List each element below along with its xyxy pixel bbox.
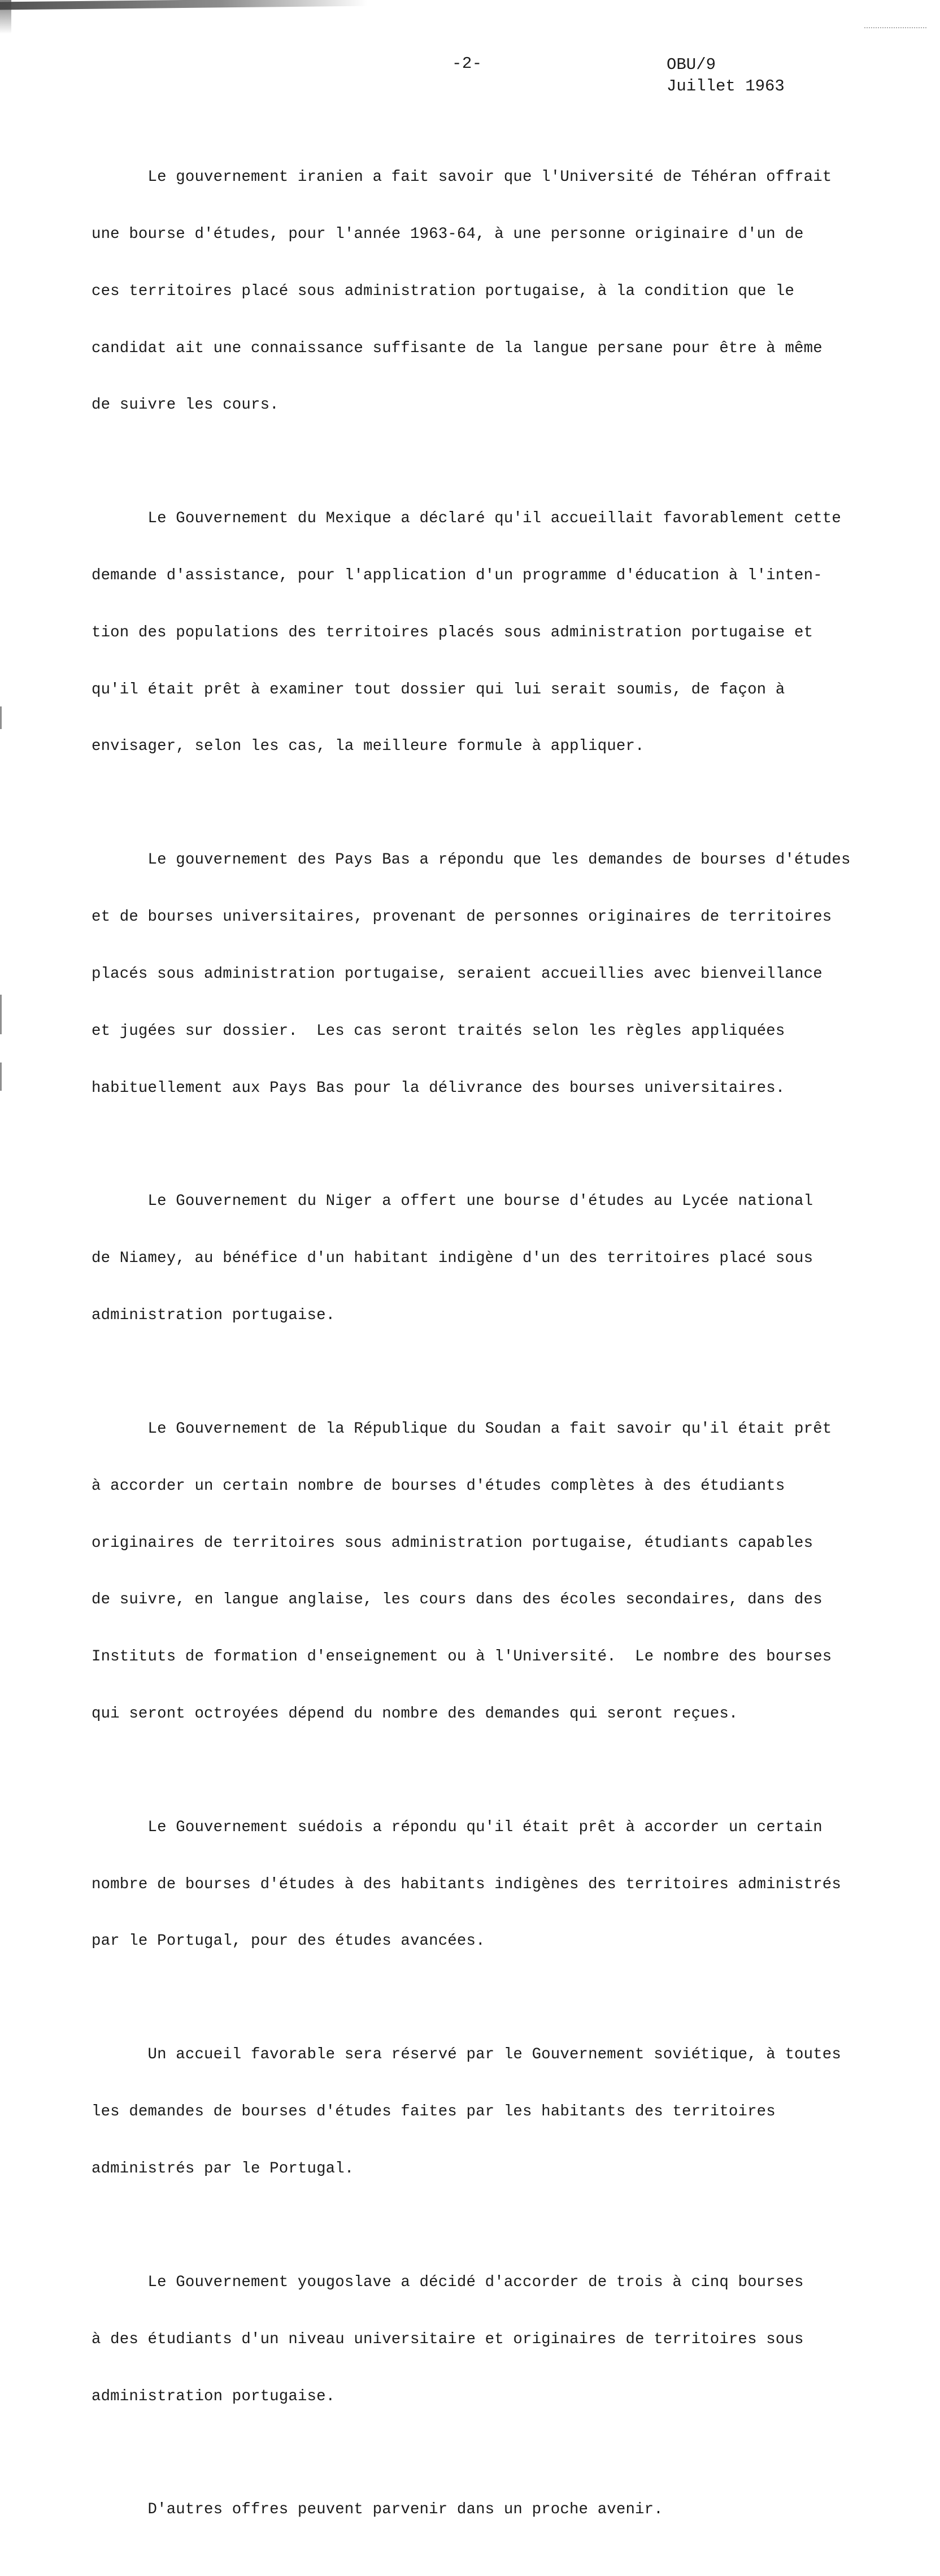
paragraph-iran (92, 130, 871, 453)
text-line: habituellement aux Pays Bas pour la délivrance des bourses universitaires. (92, 1079, 785, 1097)
page-number: -2- (452, 54, 482, 73)
text-line: qu'il était prêt à examiner tout dossier qui lui serait soumis, de façon à (92, 680, 785, 699)
text-line: D'autres offres peuvent parvenir dans un proche avenir. (92, 2501, 663, 2519)
text-line: à accorder un certain nombre de bourses d'études complètes à des étudiants (92, 1477, 785, 1495)
paragraph-closing (92, 2462, 871, 2557)
text-line: tion des populations des territoires placés sous administration portugaise et (92, 623, 813, 641)
text-line: Le Gouvernement suédois a répondu qu'il était prêt à accorder un certain (92, 1818, 822, 1836)
document-body (92, 130, 871, 2576)
text-line: administrés par le Portugal. (92, 2159, 354, 2178)
document-reference (667, 54, 785, 97)
text-line: nombre de bourses d'études à des habitants indigènes des territoires administrés (92, 1875, 841, 1893)
text-line: de suivre les cours. (92, 396, 279, 414)
text-line: à des étudiants d'un niveau universitaire et originaires de territoires sous (92, 2330, 804, 2348)
scan-artifact-edge (0, 1063, 2, 1091)
text-line: envisager, selon les cas, la meilleure formule à appliquer. (92, 738, 645, 756)
text-line: Le gouvernement des Pays Bas a répondu que les demandes de bourses d'études (92, 851, 851, 869)
text-line: candidat ait une connaissance suffisante de la langue persane pour être à même (92, 339, 822, 357)
paragraph-urss (92, 2007, 871, 2217)
reference-code: OBU/9 (667, 55, 716, 74)
text-line: qui seront octroyées dépend du nombre des demandes qui seront reçues. (92, 1705, 738, 1723)
text-line: et de bourses universitaires, provenant de personnes originaires de territoires (92, 908, 832, 926)
text-line: Le Gouvernement du Mexique a déclaré qu'il accueillait favorablement cette (92, 510, 841, 528)
text-line: administration portugaise. (92, 1307, 336, 1325)
text-line: de Niamey, au bénéfice d'un habitant indigène d'un des territoires placé sous (92, 1250, 813, 1268)
scan-artifact-edge (0, 706, 2, 729)
scan-artifact-corner (0, 0, 11, 34)
paragraph-pays-bas (92, 813, 871, 1135)
text-line: Un accueil favorable sera réservé par le Gouvernement soviétique, à toutes (92, 2046, 841, 2064)
text-line: placés sous administration portugaise, seraient accueillies avec bienveillance (92, 965, 822, 983)
scan-artifact-right (864, 27, 926, 33)
text-line: demande d'assistance, pour l'application d'un programme d'éducation à l'inten- (92, 567, 822, 585)
text-line: par le Portugal, pour des études avancées. (92, 1932, 485, 1950)
text-line: Le Gouvernement yougoslave a décidé d'accorder de trois à cinq bourses (92, 2273, 804, 2291)
scan-artifact-top (0, 0, 367, 10)
text-line: Le Gouvernement de la République du Soudan a fait savoir qu'il était prêt (92, 1420, 832, 1438)
text-line: les demandes de bourses d'études faites par les habitants des territoires (92, 2103, 776, 2121)
text-line: originaires de territoires sous administration portugaise, étudiants capables (92, 1534, 813, 1552)
document-date: Juillet 1963 (667, 77, 785, 96)
paragraph-soudan (92, 1382, 871, 1762)
scan-artifact-edge (0, 995, 2, 1034)
text-line: Le Gouvernement du Niger a offert une bourse d'études au Lycée national (92, 1192, 813, 1211)
text-line: de suivre, en langue anglaise, les cours dans des écoles secondaires, dans des (92, 1591, 822, 1609)
text-line: Le gouvernement iranien a fait savoir que l'Université de Téhéran offrait (92, 168, 832, 187)
text-line: et jugées sur dossier. Les cas seront traités selon les règles appliquées (92, 1022, 785, 1040)
text-line: Instituts de formation d'enseignement ou à l'Université. Le nombre des bourses (92, 1648, 832, 1666)
text-line: une bourse d'études, pour l'année 1963-64, à une personne originaire d'un de (92, 225, 804, 243)
paragraph-suede (92, 1780, 871, 1989)
paragraph-yougoslavie (92, 2235, 871, 2444)
paragraph-mexique (92, 471, 871, 794)
text-line: administration portugaise. (92, 2387, 336, 2405)
paragraph-niger (92, 1154, 871, 1363)
text-line: ces territoires placé sous administration portugaise, à la condition que le (92, 282, 795, 300)
